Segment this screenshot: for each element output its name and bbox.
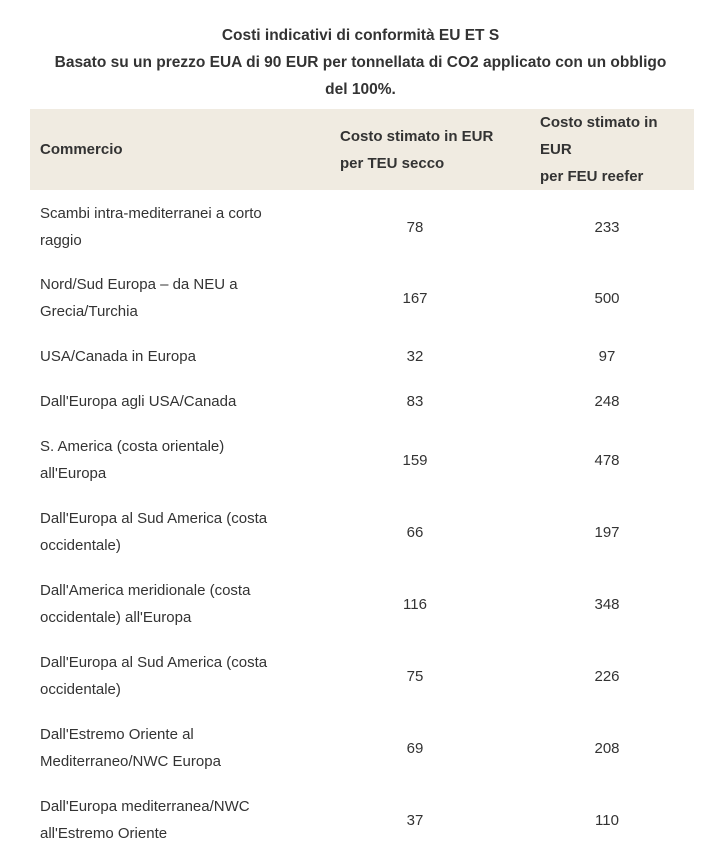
table-row [30, 334, 694, 379]
feu-cost-cell: 197 [594, 523, 620, 541]
header-feu-cost: Costo stimato in EUR per FEU reefer [520, 109, 694, 190]
feu-cost-cell: 478 [594, 451, 620, 469]
trade-cell: Dall'Europa mediterranea/NWC all'Estremo Oriente [40, 798, 250, 842]
teu-cost-cell: 83 [406, 393, 424, 410]
table-title [20, 22, 701, 103]
trade-cell: Dall'Europa al Sud America (costa occidentale) [40, 654, 268, 698]
trade-cell: Nord/Sud Europa – da NEU a Grecia/Turchia [40, 276, 238, 320]
title-line-1: Costi indicativi di conformità EU ET S [221, 27, 500, 44]
feu-cost-cell: 226 [594, 667, 620, 685]
feu-cost-cell: 208 [594, 739, 620, 757]
trade-cell: Dall'America meridionale (costa occidentale) all'Europa [40, 582, 251, 626]
teu-cost-cell: 37 [406, 811, 424, 829]
teu-cost-cell: 75 [406, 667, 424, 685]
trade-cell: Scambi intra-mediterranei a corto raggio [40, 205, 262, 249]
table-row [30, 496, 694, 568]
teu-cost-cell: 116 [403, 595, 427, 613]
table-row [30, 262, 694, 334]
teu-cost-cell: 32 [406, 348, 424, 365]
teu-cost-cell: 167 [402, 289, 428, 307]
feu-cost-cell: 97 [598, 348, 616, 365]
table-row [30, 568, 694, 640]
trade-cell: S. America (costa orientale) all'Europa [40, 438, 225, 482]
title-line-2: Basato su un prezzo EUA di 90 EUR per tonnellata di CO2 applicato con un obbligo [54, 54, 667, 71]
teu-cost-cell: 69 [406, 739, 424, 757]
table-row [30, 190, 694, 262]
trade-cell: Dall'Estremo Oriente al Mediterraneo/NWC Europa [40, 726, 221, 770]
header-teu-cost: Costo stimato in EUR per TEU secco [310, 109, 520, 190]
trade-cell: Dall'Europa al Sud America (costa occidentale) [40, 510, 268, 554]
header-row [30, 109, 694, 190]
title-line-3: del 100%. [325, 81, 396, 98]
teu-cost-cell: 159 [402, 451, 428, 469]
feu-cost-cell: 110 [595, 811, 619, 829]
teu-cost-cell: 78 [406, 218, 424, 236]
table-row [30, 379, 694, 424]
feu-cost-cell: 500 [594, 289, 620, 307]
teu-cost-cell: 66 [406, 523, 424, 541]
feu-cost-cell: 233 [594, 218, 620, 236]
table-row [30, 712, 694, 784]
feu-cost-cell: 348 [594, 595, 620, 613]
trade-cell: Dall'Europa agli USA/Canada [40, 393, 237, 410]
table-row [30, 784, 694, 856]
cost-table [30, 109, 694, 856]
header-trade: Commercio [30, 109, 310, 190]
table-row [30, 424, 694, 496]
table-row [30, 640, 694, 712]
feu-cost-cell: 248 [594, 393, 620, 410]
trade-cell: USA/Canada in Europa [40, 348, 196, 365]
